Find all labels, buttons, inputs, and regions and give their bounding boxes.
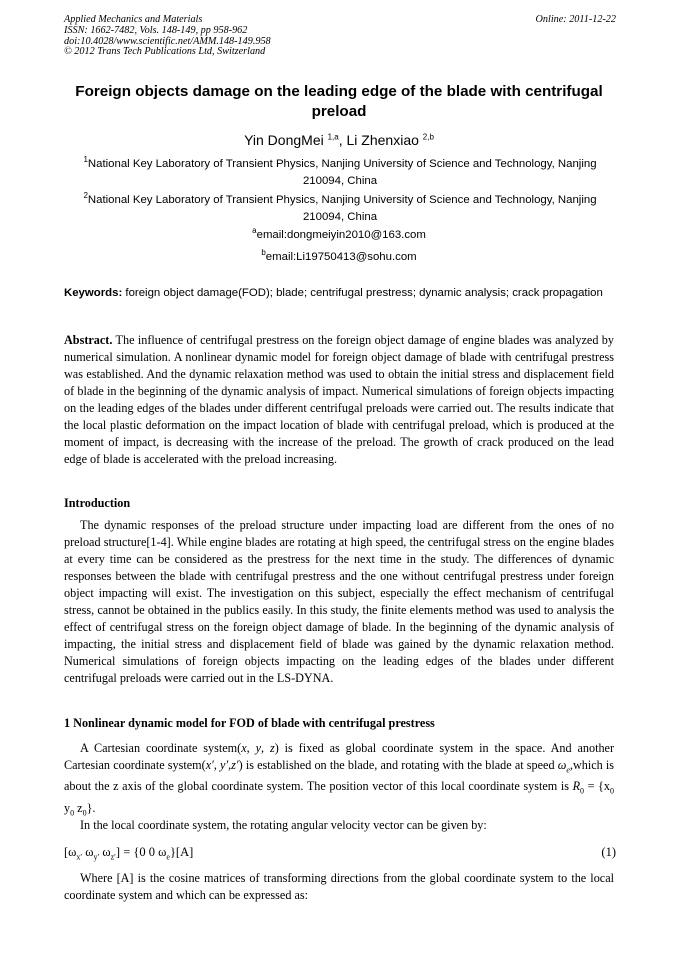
email-1-text[interactable]: email:dongmeiyin2010@163.com <box>256 229 426 241</box>
var-x-prime: x′ <box>205 758 214 772</box>
author-2: Li Zhenxiao <box>346 132 419 148</box>
affiliation-1-marker: 1 <box>83 155 88 165</box>
abstract-label: Abstract. <box>64 333 113 347</box>
equation-1 <box>64 845 616 865</box>
p1-text-b: ) is fixed as global coordinate system in the space. And another Cartesian coordinate system( <box>64 741 615 772</box>
var-y0-sub: 0 <box>70 808 75 818</box>
var-omega: ω <box>557 758 567 772</box>
affiliation-2 <box>64 192 616 225</box>
var-r0-sub: 0 <box>580 786 585 796</box>
issn-line: ISSN: 1662-7482, Vols. 148-149, pp 958-962 <box>64 24 248 36</box>
email-2-marker: b <box>261 248 266 258</box>
p1-comma-3: , <box>213 758 221 772</box>
var-x0-sub: 0 <box>610 786 614 796</box>
affiliation-2-marker: 2 <box>83 191 88 201</box>
copyright-line: © 2012 Trans Tech Publications Ltd, Switzerland <box>64 46 266 58</box>
introduction-text: The dynamic responses of the preload structure under impacting load are different from the ones of no preload structure[1-4]. While engine blades are rotating at high speed, the centrifugal stress on the engine blades at every time can be considered as the prestress for the next time in the study. The differences of dynamic responses between the blade with centrifugal prestress and the one without centrifugal prestress under foreign object impacting will exist. The investigation on this subject, especially the effect mechanism of centrifugal stress, cannot be obtained in the publics easily. In this study, the finite elements method was used to analysis the effect of centrifugal stress on the foreign object damage of blade. In the beginning of the dynamic analysis of impacting, the initial stress and displacement field of blade was gained by the dynamic relaxation method. Numerical simulations of foreign objects impacting on the leading edges of the blades under different centrifugal preloads were carried out in the LS-DYNA. <box>64 518 614 685</box>
section-1-paragraph-2: In the local coordinate system, the rotating angular velocity vector can be given by: <box>80 818 487 832</box>
equation-1-body <box>64 845 193 862</box>
paper-title: Foreign objects damage on the leading edge of the blade with centrifugal preload <box>75 83 603 120</box>
affiliation-2-text: National Key Laboratory of Transient Physics, Nanjing University of Science and Technology, Nanjing 210094, China <box>87 194 597 223</box>
keywords-label: Keywords: <box>64 287 123 299</box>
introduction-heading: Introduction <box>64 496 131 510</box>
p1-end: }. <box>86 800 96 815</box>
affiliation-1-text: National Key Laboratory of Transient Physics, Nanjing University of Science and Technology, Nanjing 210094, China <box>87 158 597 187</box>
eq-rhs: ] = {0 0 ω <box>115 845 167 859</box>
abstract <box>64 332 614 468</box>
eq-sub-1: x′ <box>76 852 83 862</box>
eq-sub-2: y′ <box>93 852 100 862</box>
online-date: Online: 2011-12-22 <box>535 14 616 25</box>
journal-header <box>64 15 616 58</box>
var-y-prime: y′ <box>220 758 229 772</box>
p1-text-a: A Cartesian coordinate system( <box>80 741 242 755</box>
var-z0-sub: 0 <box>82 808 87 818</box>
eq-mid-2: ω <box>99 845 111 859</box>
p1-comma-1: , <box>246 741 256 755</box>
email-2 <box>0 248 678 263</box>
var-y: y <box>255 741 261 755</box>
p1-text-d: ,which is about the z axis of the global coordinate system. The position vector of this local coordinate system is <box>64 758 615 794</box>
p1-eq: = {x <box>584 779 610 794</box>
journal-name: Applied Mechanics and Materials <box>64 14 203 25</box>
var-z-prime: z′ <box>231 758 239 772</box>
section-1-paragraph-1 <box>64 740 614 821</box>
author-2-marker: 2,b <box>422 132 434 142</box>
email-1 <box>0 226 678 241</box>
author-separator: , <box>338 132 347 148</box>
var-x: x <box>241 741 247 755</box>
abstract-text: The influence of centrifugal prestress on the foreign object damage of engine blades was analyzed by numerical simulation. A nonlinear dynamic model for foreign object damage of blade with centrifugal prestress was established. And the dynamic relaxation method was used to obtain the initial stress and displacement field of blade in the beginning of the dynamic analysis of impact. Numerical simulations of foreign objects impacting on the leading edges of the blades under different centrifugal preloads were carried out. The results indicate that the local plastic deformation on the impact location of blade with centrifugal preload, which is produced at the moment of impact, is decreasing with the increase of the preload. The growth of crack produced on the lead edge of blade is accelerated with the preload increasing. <box>64 333 614 466</box>
section-1-paragraph-3: Where [A] is the cosine matrices of transforming directions from the global coordinate system to the local coordinate system and which can be expressed as: <box>64 871 614 902</box>
eq-lhs: [ω <box>64 845 77 859</box>
eq-tail: }[A] <box>169 845 194 859</box>
p1-comma-4: , <box>228 758 232 772</box>
keywords-text: foreign object damage(FOD); blade; centrifugal prestress; dynamic analysis; crack propagation <box>125 287 603 299</box>
equation-1-number: (1) <box>601 845 616 859</box>
section-1-heading: 1 Nonlinear dynamic model for FOD of blade with centrifugal prestress <box>64 716 435 730</box>
affiliation-1 <box>64 156 616 189</box>
var-omega-sub: e <box>566 765 570 775</box>
var-z: z <box>269 741 275 755</box>
email-2-text[interactable]: email:Li19750413@sohu.com <box>265 251 417 263</box>
author-line <box>0 132 678 148</box>
eq-mid-1: ω <box>82 845 94 859</box>
doi-line: doi:10.4028/www.scientific.net/AMM.148-149.958 <box>64 35 271 47</box>
email-1-marker: a <box>252 226 257 236</box>
var-r0: R <box>572 779 581 794</box>
var-y0: y <box>64 800 71 815</box>
eq-sub-4: e <box>166 852 170 862</box>
keywords <box>64 286 614 301</box>
p1-text-c: ) is established on the blade, and rotating with the blade at speed <box>238 758 558 772</box>
author-1-marker: 1,a <box>327 132 339 142</box>
var-z0: z <box>74 800 83 815</box>
author-1: Yin DongMei <box>244 132 324 148</box>
eq-sub-3: z′ <box>110 852 116 862</box>
p1-comma-2: , <box>260 741 270 755</box>
